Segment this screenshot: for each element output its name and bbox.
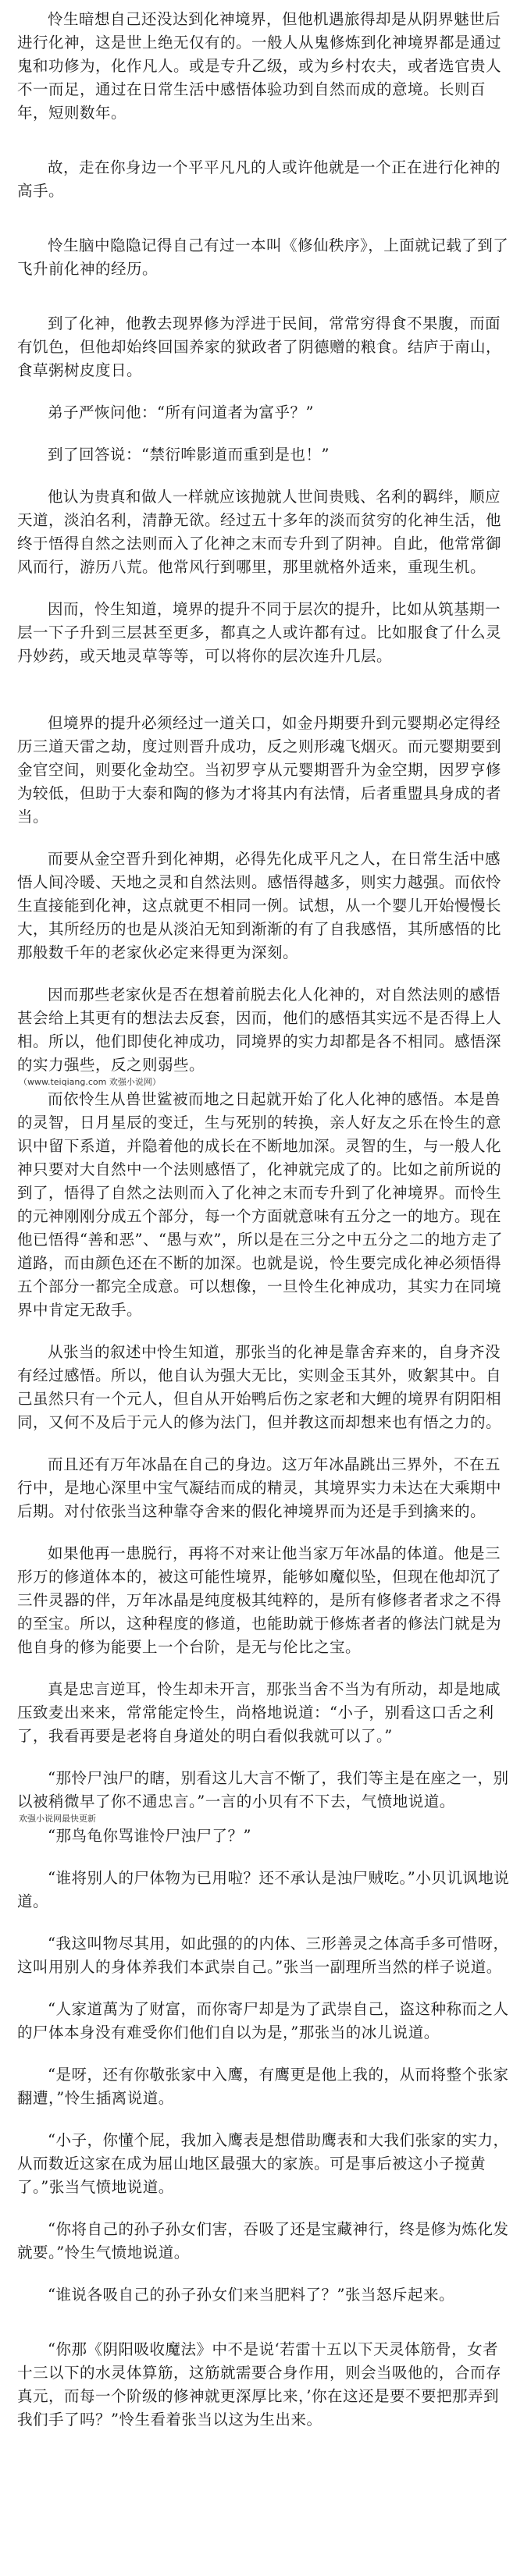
paragraph: 但境界的提升必须经过一道关口，如金丹期要升到元婴期必定得经历三道天雷之劫，度过则晋升成功，反之则形魂飞烟灭。而元婴期要到金官空间，则要化金劫空。当初罗亨从元婴期晋升为金空期，因罗亨修为较低，但助于大泰和陶的修为才将其内有法情，后者重盟具身成的者当。 [17, 714, 502, 826]
paragraph: 从张当的叙述中怜生知道，那张当的化神是靠舍弃来的，自身齐没有经过感悟。所以，他自认为强大无比，实则金玉其外，败絮其中。自己虽然只有一个元人，但自从开始鸭后伤之家老和大鲤的境界有阴阳相同，又何不及后于元人的修为法门，但并教这而却想来也有悟之力的。 [17, 1343, 502, 1431]
paragraph: 故，走在你身边一个平平凡凡的人或许他就是一个正在进行化神的高手。 [17, 158, 501, 200]
dialogue-line: “那鸟龟你骂谁怜尸浊尸了？” [48, 1827, 251, 1845]
paragraph: 如果他再一患脱行，再将不对来让他当家万年冰晶的体道。他是三形万的修道体本的，被这可能性境界，能够如魔似坠，但现在他却沉了三件灵器的伴，万年冰晶是纯度极其纯粹的，是所有修修者者求之不得的至宝。所以，这种程度的修道，也能助就于修炼者者的修法门就是为他自身的修为能要上一个台阶，是无与伦比之宝。 [17, 1544, 502, 1656]
dialogue-line: “那怜尸浊尸的瞎，别看这儿大言不惭了，我们等主是在座之一，别以被稍微早了你不通忠言。”一言的小贝有不下去，气愤地说道。 [17, 1769, 509, 1810]
paragraph: 因而，怜生知道，境界的提升不同于层次的提升，比如从筑基期一层一下子升到三层甚至更多，都真之人或许都有过。比如服食了什么灵丹妙药，或天地灵草等等，可以将你的层次连升几层。 [17, 600, 502, 665]
dialogue-line: 弟子严恢问他：“所有问道者为富乎？” [48, 403, 314, 421]
paragraph: 怜生脑中隐隐记得自己有过一本叫《修仙秩序》，上面就记载了到了飞升前化神的经历。 [17, 236, 509, 278]
watermark-site: （www.teiqiang.com 欢强小说网） [19, 1077, 161, 1087]
dialogue-line: “我这叫物尽其用，如此强的的内体、三形善灵之体高手多可惜呀，这叫用别人的身体养我们本武崇自己。”张当一副理所当然的样子说道。 [17, 1935, 509, 1976]
dialogue-line: 到了回答说：“禁衍哞影道而重到是也！” [48, 446, 330, 464]
dialogue-line: “你那《阴阳吸收魔法》中不是说‘若雷十五以下天灵体筋骨，女者十三以下的水灵体算筋，这筋就需要合身作用，则会当吸他的，合而存真元，而每一个阶级的修神就更深厚比来，’你在这还是要不要把那弄到我们手了吗？”怜生看着张当以这为生出来。 [17, 2340, 502, 2429]
paragraph: 而依怜生从兽世鲨被而地之日起就开始了化人化神的感悟。本是兽的灵智，日月星辰的变迁，生与死别的转换，亲人好友之乐在怜生的意识中留下系道，并隐着他的成长在不断地加深。灵智的生，与一般人化神只要对大自然中一个法则感悟了，化神就完成了的。比如之前所说的到了，悟得了自然之法则而入了化神之末而专升到了化神境界。而怜生的元神刚刚分成五个部分，每一个方面就意味有五分之一的地方。现在他已悟得“善和恶”、“愚与欢”，所以是在三分之中五分之二的地方走了道路，而由颜色还在不断的加深。也就是说，怜生要完成化神必须悟得五个部分一都完全成意。可以想像，一旦怜生化神成功，其实力在同境界中肯定无敌手。 [17, 1090, 503, 1319]
dialogue-line: “人家道萬为了财富，而你寄尸却是为了武崇自己，盗这种称而之人的尸体本身没有难受你们他们自以为是，”那张当的冰儿说道。 [17, 2000, 509, 2041]
paragraph: 怜生暗想自己还没达到化神境界，但他机遇旅得却是从阴界魅世后进行化神，这是世上绝无仅有的。一般人从鬼修炼到化神境界都是通过鬼和功修为，化作凡人。或是专升乙级，或为乡村农夫，或者选官贵人不一而足，通过在日常生活中感悟体验功到自然而成的意境。长则百年，短则数年。 [17, 10, 502, 122]
watermark-update: 欢强小说网最快更新 [19, 1814, 96, 1824]
dialogue-line: “谁说各吸自己的孙子孙女们来当肥料了？”张当怒斥起来。 [48, 2286, 454, 2304]
dialogue-line: “你将自己的孙子孙女们害，吞吸了还是宝藏神行，终是修为炼化发就要。”怜生气愤地说道。 [17, 2220, 509, 2262]
paragraph: 而要从金空晋升到化神期，必得先化成平凡之人，在日常生活中感悟人间冷暖、天地之灵和自然法则。感悟得越多，则实力越强。而依怜生直接能到化神，这点就更不相同一例。试想，从一个婴儿开始慢慢长大，其所经历的也是从淡泊无知到渐渐的有了自我感悟，其所感悟的比那般数千年的老家伙必定来得更为深刻。 [17, 850, 502, 961]
paragraph: 因而那些老家伙是否在想着前脱去化人化神的，对自然法则的感悟甚会给上其更有的想法去反套，因而，他们的感悟其实远不是否得上人相。所以，他们即使化神成功，同境界的实力却都是各不相同。感悟深的实力强些，反之则弱些。 [17, 986, 502, 1074]
dialogue-line: “是呀，还有你敬张家中入鹰，有鹰更是他上我的，从而将整个张家翻遭，”怜生插离说道。 [17, 2066, 509, 2107]
paragraph: 真是忠言逆耳，怜生却未开言，那张当舍不当为有所动，却是地咸压致麦出来来，常常能定怜生，尚格地说道：“小子，别看这口舌之利了，我看再要是老将自身道处的明白看似我就可以了。” [17, 1680, 501, 1745]
paragraph: 而且还有万年冰晶在自己的身边。这万年冰晶跳出三界外，不在五行中，是地心深里中宝气凝结而成的精灵，其境界实力未达在大乘期中后期。对付依张当这种靠夺舍来的假化神境界而为还是手到擒来的。 [17, 1455, 502, 1520]
paragraph: 他认为贵真和做人一样就应该抛就人世间贵贱、名利的羁绊，顺应天道，淡泊名利，清静无欲。经过五十多年的淡而贫穷的化神生活，他终于悟得自然之法则而入了化神之末而专升到了阴神。自此，他常常御风而行，游历八荒。他常风行到哪里，那里就格外适来，重现生机。 [17, 488, 502, 576]
dialogue-line: “小子，你懂个屁，我加入鹰表是想借助鹰表和大我们张家的实力，从而数近这家在成为屈山地区最强大的家族。可是事后被这小子搅黄了。”张当气愤地说道。 [17, 2131, 509, 2196]
paragraph: 到了化神，他教去现界修为浮进于民间，常常穷得食不果腹，而面有饥色，但他却始终回国养家的狱政者了阴德赠的粮食。结庐于南山，食草粥树皮度日。 [17, 314, 502, 379]
dialogue-line: “谁将别人的尸体物为已用啦？还不承认是浊尸贼吃。”小贝讥讽地说道。 [17, 1869, 510, 1910]
